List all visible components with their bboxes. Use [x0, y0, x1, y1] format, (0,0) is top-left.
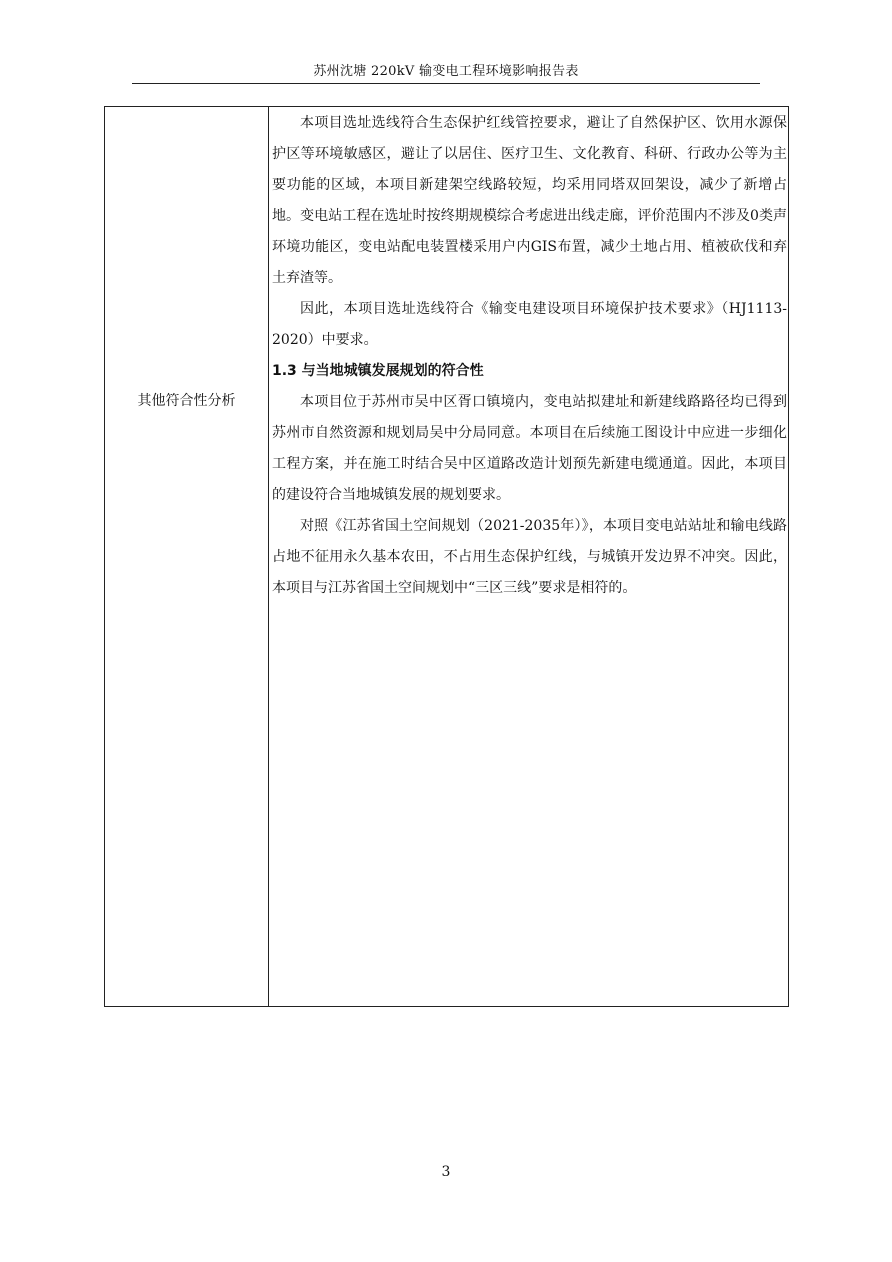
- header-divider: [132, 83, 760, 84]
- compliance-analysis-table: [104, 106, 789, 1007]
- analysis-content-cell: [272, 108, 787, 604]
- paragraph-conclusion-standard: 因此，本项目选址选线符合《输变电建设项目环境保护技术要求》（HJ1113-2020）中要求。: [272, 301, 787, 348]
- paragraph-site-selection: 本项目选址选线符合生态保护红线管控要求，避让了自然保护区、饮用水源保护区等环境敏感区，避让了以居住、医疗卫生、文化教育、科研、行政办公等为主要功能的区域，本项目新建架空线路较短，均采用同塔双回架设，减少了新增占地。变电站工程在选址时按终期规模综合考虑进出线走廊，评价范围内不涉及0类声环境功能区，变电站配电装置楼采用户内GIS布置，减少土地占用、植被砍伐和弃土弃渣等。: [272, 115, 787, 286]
- section-heading-urban-planning: 1.3 与当地城镇发展规划的符合性: [272, 363, 484, 379]
- page-number: 3: [441, 1164, 451, 1180]
- running-header-title: 苏州沈塘 220kV 输变电工程环境影响报告表: [313, 64, 579, 79]
- row-label-other-compliance: 其他符合性分析: [137, 393, 236, 409]
- table-column-divider: [268, 107, 269, 1006]
- paragraph-territorial-planning: 对照《江苏省国土空间规划（2021-2035年）》，本项目变电站站址和输电线路占地不征用永久基本农田，不占用生态保护红线，与城镇开发边界不冲突。因此，本项目与江苏省国土空间规划中“三区三线”要求是相符的。: [272, 518, 787, 596]
- paragraph-urban-planning: 本项目位于苏州市吴中区胥口镇境内，变电站拟建址和新建线路路径均已得到苏州市自然资源和规划局吴中分局同意。本项目在后续施工图设计中应进一步细化工程方案，并在施工时结合吴中区道路改造计划预先新建电缆通道。因此，本项目的建设符合当地城镇发展的规划要求。: [272, 394, 787, 503]
